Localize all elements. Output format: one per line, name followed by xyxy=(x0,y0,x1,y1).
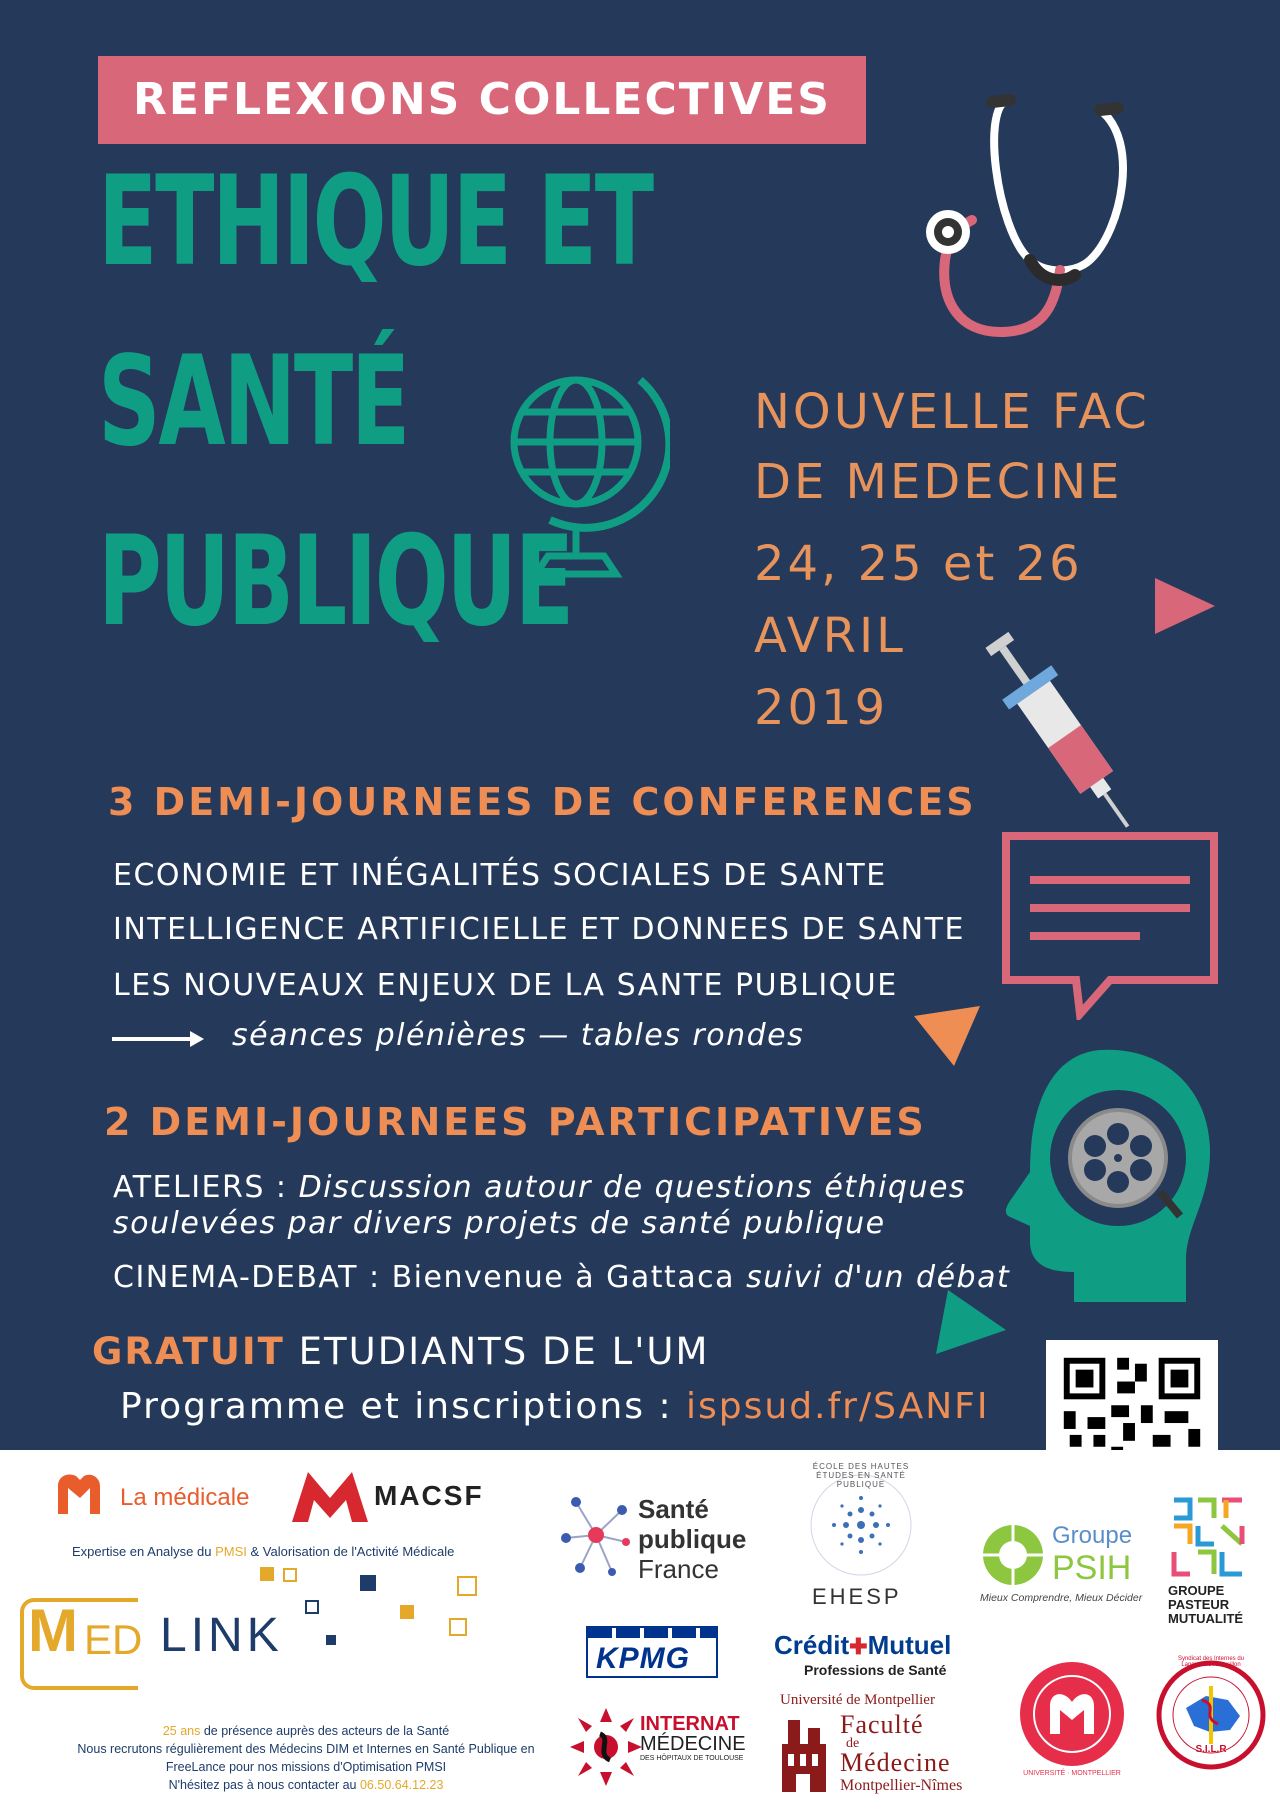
credit-mutuel-subtitle: Professions de Santé xyxy=(804,1662,947,1678)
ehesp-name: EHESP xyxy=(812,1584,902,1609)
participatives-heading: 2 DEMI-JOURNEES PARTICIPATIVES xyxy=(104,1100,927,1144)
medlink-phone: 06.50.64.12.23 xyxy=(359,1778,444,1792)
gratuit-line xyxy=(92,1330,709,1373)
groupe-pasteur-mutualite-logo-icon xyxy=(1170,1496,1250,1580)
fac-line-5: Montpellier-Nîmes xyxy=(840,1777,963,1794)
programme-line xyxy=(120,1386,990,1427)
fac-university: Université de Montpellier xyxy=(780,1692,935,1708)
ateliers-text-1: Discussion autour de questions éthiques xyxy=(298,1170,967,1205)
credit-mutuel-name xyxy=(774,1630,951,1661)
cinema-text: suivi d'un débat xyxy=(746,1260,1011,1295)
date-line-1: 24, 25 et 26 xyxy=(754,536,1083,592)
silr-ring-text: Syndicat des Internes du Languedoc-Roussillon xyxy=(1177,1656,1245,1668)
internat-line-3: DES HÔPITAUX DE TOULOUSE xyxy=(640,1755,744,1762)
globe-icon xyxy=(490,360,670,580)
medlink-line-3: FreeLance pour nos missions d'Optimisation PMSI xyxy=(165,1760,447,1774)
psih-tagline: Mieux Comprendre, Mieux Décider xyxy=(980,1592,1143,1604)
cinema-line xyxy=(113,1260,1010,1295)
medlink-tagline xyxy=(72,1544,454,1559)
speech-bubble-icon xyxy=(1000,830,1220,1020)
medlink-line4-text: N'hésitez pas à nous contacter au xyxy=(168,1778,360,1792)
ateliers-line-1 xyxy=(113,1170,966,1205)
triangle-orange-decoration xyxy=(914,1006,984,1066)
topic-2: INTELLIGENCE ARTIFICIELLE ET DONNEES DE SANTE xyxy=(113,912,965,947)
fac-name xyxy=(840,1712,962,1796)
programme-label: Programme et inscriptions : xyxy=(120,1386,687,1427)
arrow-right-icon xyxy=(112,1028,204,1050)
stethoscope-icon xyxy=(900,80,1160,350)
la-medicale-logo-icon xyxy=(54,1470,104,1518)
sponsors-panel xyxy=(0,1450,1280,1810)
spf-line-1: Santé xyxy=(638,1494,709,1524)
venue-line-2: DE MEDECINE xyxy=(754,454,1123,510)
la-medicale-name: La médicale xyxy=(120,1484,250,1511)
cinema-label: CINEMA-DEBAT : Bienvenue à Gattaca xyxy=(113,1260,747,1295)
ateliers-text-2: soulevées par divers projets de santé publique xyxy=(113,1206,886,1241)
medlink-pmsi: PMSI xyxy=(215,1544,247,1559)
medlink-link: LINK xyxy=(160,1609,283,1662)
gpm-line-3: MUTUALITÉ xyxy=(1168,1611,1244,1626)
internat-name xyxy=(640,1714,746,1763)
programme-link[interactable]: ispsud.fr/SANFI xyxy=(686,1386,990,1427)
medlink-tagline-1: Expertise en Analyse du xyxy=(72,1544,216,1559)
internat-line-1: INTERNAT xyxy=(640,1713,740,1735)
medlink-squares-decoration xyxy=(260,1565,490,1665)
medlink-recruitment-text xyxy=(0,1722,612,1794)
medlink-years: 25 ans xyxy=(162,1724,201,1738)
head-film-reel-icon xyxy=(990,1040,1230,1310)
psih-line-2: PSIH xyxy=(1052,1549,1132,1587)
event-badge: REFLEXIONS COLLECTIVES xyxy=(98,56,866,144)
gpm-line-2: PASTEUR xyxy=(1168,1597,1230,1612)
credit-mutuel-cross-icon: ✚ xyxy=(849,1634,868,1659)
kpmg-name: KPMG xyxy=(596,1642,690,1675)
medlink-ed: ED xyxy=(84,1616,143,1663)
universite-montpellier-seal-icon xyxy=(1016,1658,1128,1770)
psih-name xyxy=(1052,1522,1132,1586)
fac-line-2: Faculté xyxy=(840,1710,924,1739)
topic-3: LES NOUVEAUX ENJEUX DE LA SANTE PUBLIQUE xyxy=(113,968,898,1003)
medlink-line-2: Nous recrutons régulièrement des Médecins DIM et Internes en Santé Publique en xyxy=(77,1742,535,1756)
syringe-icon xyxy=(960,610,1160,850)
date-line-3: 2019 xyxy=(754,680,889,736)
topic-1: ECONOMIE ET INÉGALITÉS SOCIALES DE SANTE xyxy=(113,858,887,893)
triangle-pink-decoration xyxy=(1155,578,1215,638)
internat-line-2: MÉDECINE xyxy=(640,1733,746,1755)
macsf-logo-icon xyxy=(290,1468,370,1524)
title-line-3: PUBLIQUE xyxy=(98,510,572,654)
cm-line-1: Crédit xyxy=(774,1630,850,1660)
psih-logo-icon xyxy=(980,1522,1046,1588)
medlink-tagline-2: & Valorisation de l'Activité Médicale xyxy=(246,1544,455,1559)
date-line-2: AVRIL xyxy=(754,608,906,664)
medlink-line-4 xyxy=(0,1776,612,1794)
fac-line-4: Médecine xyxy=(840,1748,951,1777)
spf-line-2: publique xyxy=(638,1524,747,1554)
internat-toulouse-logo-icon xyxy=(566,1704,646,1790)
macsf-name: MACSF xyxy=(374,1480,484,1511)
spf-line-3: France xyxy=(638,1554,719,1584)
um-ring-text: UNIVERSITÉ · MONTPELLIER xyxy=(1023,1770,1121,1777)
spf-name xyxy=(638,1494,746,1584)
gpm-line-1: GROUPE xyxy=(1168,1583,1225,1598)
gratuit-label: GRATUIT xyxy=(92,1330,285,1373)
medlink-line-1 xyxy=(0,1722,612,1740)
conferences-heading: 3 DEMI-JOURNEES DE CONFERENCES xyxy=(108,780,977,824)
sante-publique-france-logo-icon xyxy=(556,1490,636,1580)
medlink-line1-text: de présence auprès des acteurs de la Santé xyxy=(200,1724,450,1738)
title-line-2: SANTÉ xyxy=(98,330,408,474)
silr-name: S.I.L.R xyxy=(1195,1744,1227,1755)
medlink-m: M xyxy=(28,1597,78,1664)
gpm-name xyxy=(1168,1584,1243,1626)
kpmg-logo-frame xyxy=(586,1626,718,1678)
venue-line-1: NOUVELLE FAC xyxy=(754,384,1150,440)
cm-line-2: Mutuel xyxy=(867,1630,952,1660)
gratuit-rest: ETUDIANTS DE L'UM xyxy=(284,1330,710,1373)
ehesp-ring-text: ÉCOLE DES HAUTES ÉTUDES EN SANTÉ PUBLIQUE xyxy=(812,1462,910,1489)
title-line-1: ETHIQUE ET xyxy=(98,150,652,294)
ateliers-label: ATELIERS : xyxy=(113,1170,299,1205)
fac-line-3: de xyxy=(846,1736,860,1751)
conference-format: séances plénières — tables rondes xyxy=(232,1018,805,1053)
fac-building-icon xyxy=(780,1714,828,1794)
psih-line-1: Groupe xyxy=(1052,1522,1133,1549)
